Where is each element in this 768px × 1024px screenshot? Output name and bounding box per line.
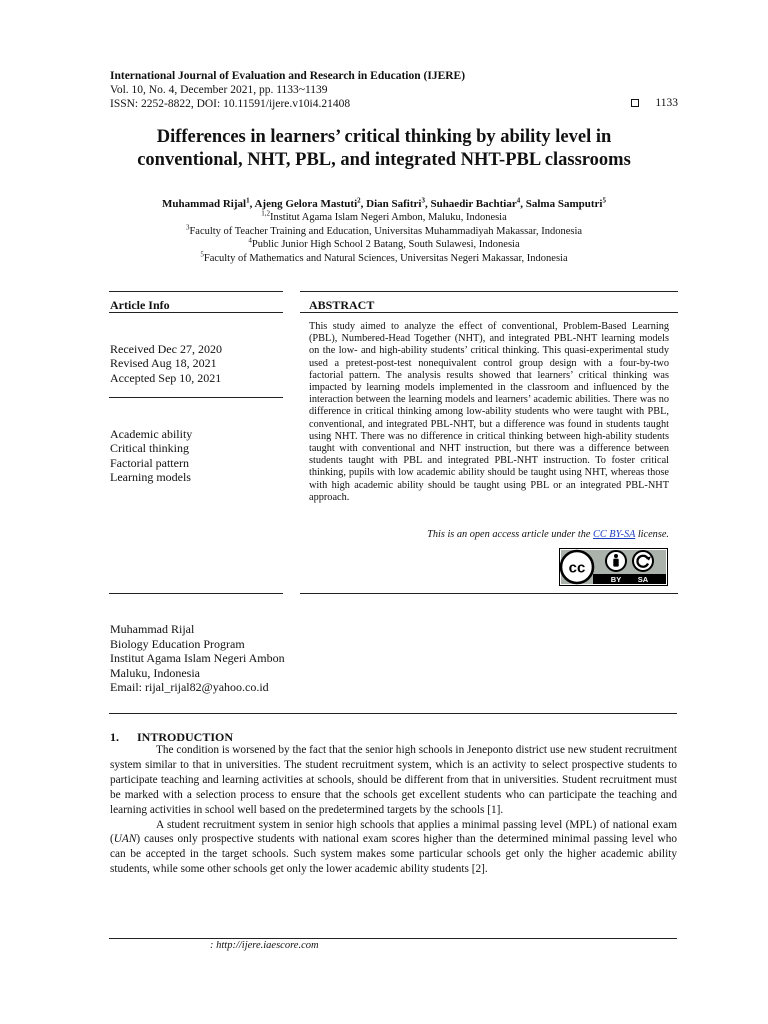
affiliation-list [90, 211, 678, 265]
affiliation: $^4$Public Junior High School 2 Batang, South Sulawesi, Indonesia [248, 236, 520, 251]
section-number: 1. [110, 730, 119, 744]
corr-location: Maluku, Indonesia [110, 665, 200, 680]
abstract-text: This study aimed to analyze the effect of conventional, Problem-Based Learning (PBL), Numbered-Head Together (NHT), and integrated PBL-NHT learning models on the low- and high-ability students’ critical thinking. This quasi-experimental study used a pretest-post-test nonequivalent control group design with a four-by-two factorial pattern. The analysis results showed that learners’ critical thinking was impacted by learning models implemented in the classroom and influenced by the interaction between the learning models and learners’ academic abilities. There was no difference in critical thinking among low-ability students who were taught with PBL, conventional, and integrated PBL-NHT, but a difference was found in students taught using NHT. There was no difference in critical thinking between high-ability students taught with conventional and NHT instruction, but there was a difference between students taught with PBL and integrated PBL-NHT instruction. To foster critical thinking, pupils with low academic ability should be taught using NHT, whereas those with high academic ability should be taught using PBL or an integrated PBL-NHT approach. [309, 321, 669, 503]
journal-url[interactable]: : http://ijere.iaescore.com [210, 940, 319, 951]
article-history [110, 342, 222, 385]
author-sup: 4 [516, 196, 521, 205]
license-statement: This is an open access article under the CC BY-SA license. [427, 529, 669, 540]
footer-rule [109, 938, 677, 939]
license-link[interactable]: CC BY-SA [593, 529, 636, 540]
section-divider [109, 713, 677, 714]
abstract-top-rule [300, 291, 678, 292]
affiliation: $^3$Faculty of Teacher Training and Education, Universitas Muhammadiyah Makassar, Indonesia [185, 223, 583, 237]
section-title: INTRODUCTION [137, 730, 234, 744]
intro-body [110, 743, 677, 877]
author-sup: 5 [602, 196, 606, 205]
keywords [110, 427, 192, 485]
square-bullet-icon [631, 99, 639, 107]
abstract-heading: ABSTRACT [309, 298, 375, 312]
page-number-group [631, 97, 678, 109]
author-sup: 2 [357, 196, 361, 205]
article-info-bottom-rule [109, 593, 283, 594]
author-sup: 1 [246, 196, 250, 205]
author-name: Suhaedir Bachtiar [430, 198, 517, 210]
title-line-2: conventional, NHT, PBL, and integrated NHT-PBL classrooms [137, 150, 631, 170]
journal-name: International Journal of Evaluation and Research in Education (IJERE) [110, 70, 466, 82]
article-history-rule [109, 397, 283, 398]
keyword: Learning models [110, 470, 191, 485]
corr-email: Email: rijal_rijal82@yahoo.co.id [110, 680, 269, 695]
revised-date: Revised Aug 18, 2021 [110, 356, 217, 371]
received-date: Received Dec 27, 2020 [110, 342, 222, 356]
volume-info: Vol. 10, No. 4, December 2021, pp. 1133~1139 [110, 84, 328, 96]
paper-title [90, 126, 678, 172]
corresponding-author [110, 622, 285, 695]
by-label: BY [610, 575, 622, 584]
keyword: Critical thinking [110, 441, 189, 456]
paragraph: A student recruitment system in senior high schools that applies a minimal passing level (MPL) of national exam (UAN) causes only prospective students with national exam scores higher than the determined minimal passing level who can be accepted in the target schools. Such system makes some particular schools get only the higher academic ability students, while some other schools get only the lower academic ability students [2]. [110, 818, 677, 876]
author-sup: 3 [421, 196, 425, 205]
author-name: Dian Safitri [366, 198, 422, 210]
corr-name: Muhammad Rijal [110, 622, 195, 636]
author-name: Salma Samputri [525, 198, 603, 210]
page-number: 1133 [655, 97, 678, 109]
title-line-1: Differences in learners’ critical thinking by ability level in [156, 127, 612, 147]
sa-label: SA [637, 575, 649, 584]
paragraph: The condition is worsened by the fact that the senior high schools in Jeneponto district use new student recruitment system similar to that in universities. The student recruitment system, which is an activity to select prospective students to participate teaching and learning activities at schools, should be different from that in universities. Student recruitment must be marked with a selection process to ensure that the schools get excellent students who can participate the teaching and learning activities in school well based on the predetermined targets by the schools [1]. [110, 744, 677, 816]
article-info-top-rule [109, 291, 283, 292]
keyword: Academic ability [110, 427, 193, 441]
affiliation: $^{1,2}$Institut Agama Islam Negeri Ambon, Maluku, Indonesia [261, 209, 507, 223]
issn-doi: ISSN: 2252-8822, DOI: 10.11591/ijere.v10i4.21408 [110, 98, 351, 110]
corr-inst: Institut Agama Islam Negeri Ambon [110, 651, 285, 666]
cc-by-sa-badge-icon[interactable] [559, 548, 668, 586]
author-name: Muhammad Rijal [162, 198, 247, 210]
affiliation: $^5$Faculty of Mathematics and Natural Sciences, Universitas Negeri Makassar, Indonesia [200, 250, 568, 264]
corr-dept: Biology Education Program [110, 636, 245, 651]
author-name: Ajeng Gelora Mastuti [254, 198, 358, 210]
accepted-date: Accepted Sep 10, 2021 [110, 370, 222, 385]
article-info-heading: Article Info [110, 298, 170, 312]
author-list: Muhammad Rijal$^1$, Ajeng Gelora Mastuti$^2$, Dian Safitri$^3$, Suhaedir Bachtiar$^4$, Salma Samputri$^5$ [162, 196, 606, 210]
keyword: Factorial pattern [110, 455, 189, 470]
abstract-bottom-rule [300, 593, 678, 594]
cc-label: cc [568, 559, 586, 577]
